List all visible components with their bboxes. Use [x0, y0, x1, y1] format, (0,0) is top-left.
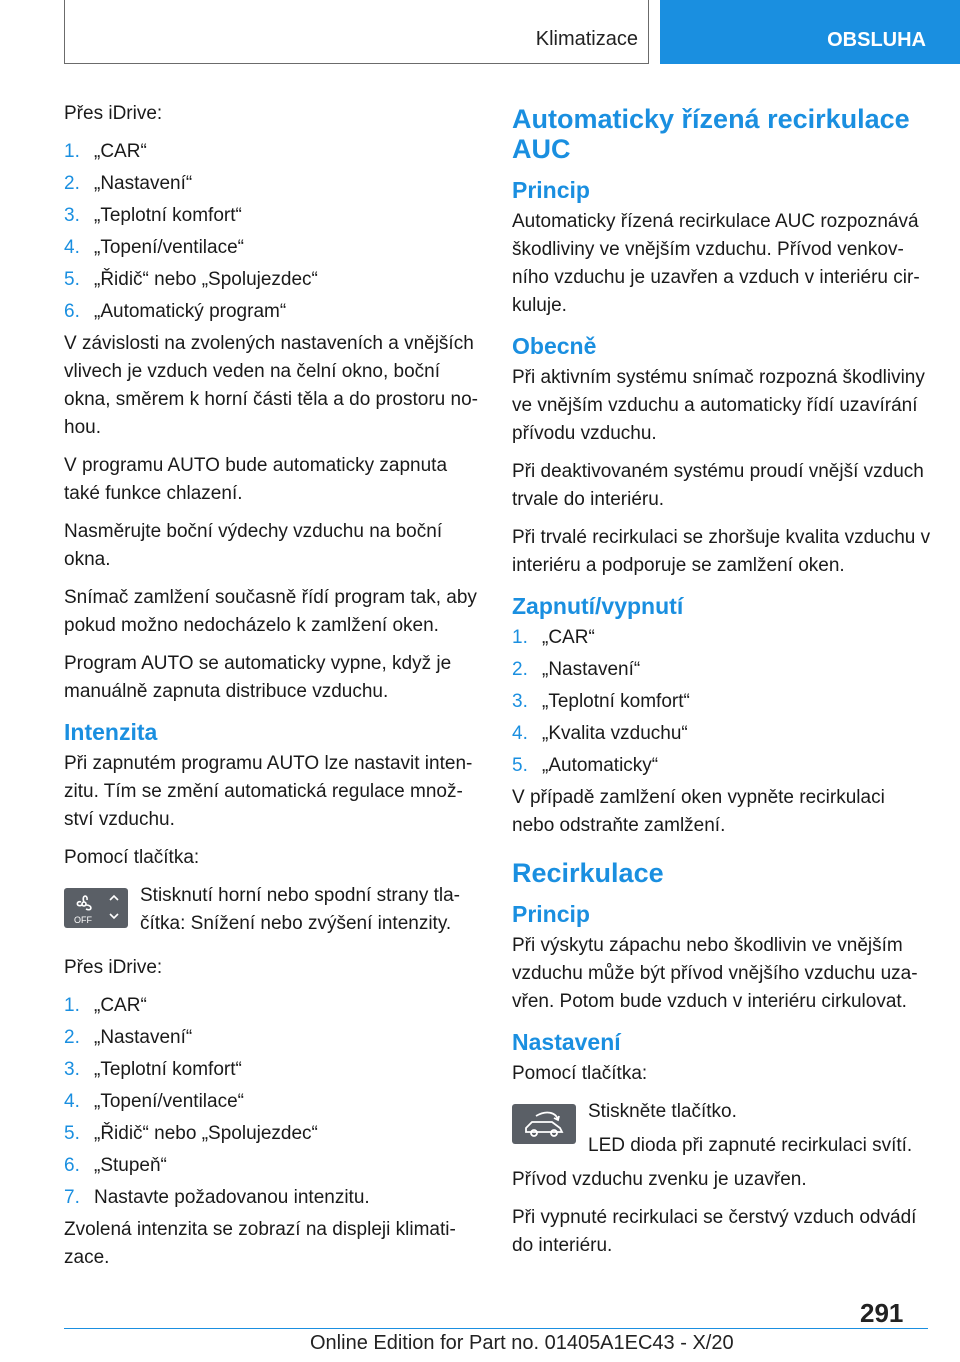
list-item-text: „Automaticky“	[542, 755, 659, 776]
paragraph: Pomocí tlačítka:	[512, 1063, 648, 1084]
chapter-title: OBSLUHA	[827, 29, 926, 51]
paragraph: Při vypnuté recirkulaci se čerstvý vzduch odvádí do interiéru.	[512, 1207, 917, 1256]
right-column	[512, 100, 932, 1270]
list-item	[512, 752, 932, 780]
steps-list-3	[512, 624, 932, 780]
list-item	[64, 1184, 484, 1212]
list-item-text: „Teplotní komfort“	[94, 1059, 242, 1080]
list-item	[64, 1088, 484, 1116]
left-column	[64, 100, 484, 1282]
list-item-text: „Nastavení“	[94, 173, 193, 194]
paragraph: Automaticky řízená recirkulace AUC rozpoznává škodliviny ve vnějším vzduchu. Přívod venkov-ního vzduchu je uzavřen a vzduch v interiéru cir-kuluje.	[512, 211, 920, 316]
paragraph: Snímač zamlžení současně řídí program tak, aby pokud možno nedocházelo k zamlžení oken.	[64, 587, 477, 636]
intro-text: Přes iDrive:	[64, 103, 163, 124]
list-item-text: „CAR“	[94, 995, 147, 1016]
footer-divider	[64, 1328, 928, 1329]
list-item-text: „Řidič“ nebo „Spolujezdec“	[94, 269, 318, 290]
fan-off-button-icon	[64, 888, 128, 928]
list-item-text: „Topení/ventilace“	[94, 237, 244, 258]
fan-button-description: Stisknutí horní nebo spodní strany tla-čítka: Snížení nebo zvýšení intenzity.	[140, 885, 461, 934]
paragraph: Při zapnutém programu AUTO lze nastavit inten-zitu. Tím se změní automatická regulace množ-ství vzduchu.	[64, 753, 473, 830]
recirc-button-text-1: Stiskněte tlačítko.	[588, 1101, 737, 1122]
list-item-text: „CAR“	[542, 627, 595, 648]
list-item-number: 3.	[64, 205, 80, 226]
list-item-number: 4.	[64, 237, 80, 258]
list-item	[512, 720, 932, 748]
paragraph: Pomocí tlačítka:	[64, 847, 200, 868]
list-item-number: 1.	[512, 627, 528, 648]
list-item	[64, 170, 484, 198]
list-item-number: 3.	[512, 691, 528, 712]
list-item	[64, 1024, 484, 1052]
list-item-number: 6.	[64, 1155, 80, 1176]
list-item	[64, 202, 484, 230]
list-item	[64, 1152, 484, 1180]
paragraph: Nasměrujte boční výdechy vzduchu na boční okna.	[64, 521, 443, 570]
steps-list-2	[64, 992, 484, 1212]
list-item	[64, 1056, 484, 1084]
list-item	[512, 624, 932, 652]
heading-recirkulace: Recirkulace	[512, 858, 664, 888]
paragraph: Při deaktivovaném systému proudí vnější vzduch trvale do interiéru.	[512, 461, 924, 510]
list-item-number: 1.	[64, 141, 80, 162]
paragraph: Při výskytu zápachu nebo škodlivin ve vnějším vzduchu může být přívod vnějšího vzduchu uza-vřen. Potom bude vzduch v interiéru cirkulovat.	[512, 935, 918, 1012]
list-item	[64, 992, 484, 1020]
list-item	[64, 1120, 484, 1148]
paragraph: Přívod vzduchu zvenku je uzavřen.	[512, 1169, 807, 1190]
heading-intenzita: Intenzita	[64, 719, 158, 745]
paragraph: V programu AUTO bude automaticky zapnuta také funkce chlazení.	[64, 455, 448, 504]
paragraph: V závislosti na zvolených nastaveních a vnějších vlivech je vzduch veden na čelní okno, boční okna, směrem k horní části těla a do prostoru no-hou.	[64, 333, 478, 438]
paragraph: Program AUTO se automaticky vypne, když je manuálně zapnuta distribuce vzduchu.	[64, 653, 452, 702]
list-item	[64, 298, 484, 326]
header-chapter-box	[660, 0, 960, 64]
list-item-text: „Nastavení“	[542, 659, 641, 680]
list-item-text: „Automatický program“	[94, 301, 287, 322]
paragraph: V případě zamlžení oken vypněte recirkulaci nebo odstraňte zamlžení.	[512, 787, 885, 836]
svg-text:OFF: OFF	[74, 915, 92, 925]
list-item-text: „Řidič“ nebo „Spolujezdec“	[94, 1123, 318, 1144]
heading-princip-2: Princip	[512, 901, 590, 927]
list-item-text: „Stupeň“	[94, 1155, 167, 1176]
list-item-text: „Teplotní komfort“	[94, 205, 242, 226]
recirculation-button-icon	[512, 1104, 576, 1144]
list-item	[512, 656, 932, 684]
list-item-text: „Topení/ventilace“	[94, 1091, 244, 1112]
list-item-text: „Teplotní komfort“	[542, 691, 690, 712]
list-item-number: 3.	[64, 1059, 80, 1080]
steps-list-1	[64, 138, 484, 326]
list-item-number: 2.	[64, 1027, 80, 1048]
paragraph: Při trvalé recirkulaci se zhoršuje kvalita vzduchu v interiéru a podporuje se zamlžení oken.	[512, 527, 931, 576]
section-title: Klimatizace	[535, 28, 638, 50]
paragraph: Při aktivním systému snímač rozpozná škodliviny ve vnějším vzduchu a automaticky řídí uzavírání přívodu vzduchu.	[512, 367, 925, 444]
list-item-number: 2.	[512, 659, 528, 680]
list-item-number: 5.	[512, 755, 528, 776]
list-item	[512, 688, 932, 716]
heading-zapnuti: Zapnutí/vypnutí	[512, 593, 684, 619]
recirc-button-row	[512, 1098, 932, 1166]
page-number: 291	[860, 1298, 904, 1328]
paragraph: Zvolená intenzita se zobrazí na displeji klimati-zace.	[64, 1219, 456, 1268]
list-item-number: 5.	[64, 1123, 80, 1144]
list-item-number: 1.	[64, 995, 80, 1016]
recirc-button-text-2: LED dioda při zapnuté recirkulaci svítí.	[588, 1135, 913, 1156]
list-item	[64, 266, 484, 294]
header-section-box	[64, 0, 649, 64]
list-item-text: „CAR“	[94, 141, 147, 162]
heading-princip: Princip	[512, 177, 590, 203]
intro-text: Přes iDrive:	[64, 957, 163, 978]
list-item-number: 5.	[64, 269, 80, 290]
list-item-number: 4.	[512, 723, 528, 744]
list-item-number: 6.	[64, 301, 80, 322]
list-item	[64, 234, 484, 262]
list-item-number: 2.	[64, 173, 80, 194]
heading-obecne: Obecně	[512, 333, 597, 359]
heading-nastaveni: Nastavení	[512, 1029, 621, 1055]
footer-edition: Online Edition for Part no. 01405A1EC43 - X/20	[310, 1332, 734, 1354]
list-item-number: 7.	[64, 1187, 80, 1208]
list-item-text: Nastavte požadovanou intenzitu.	[94, 1187, 370, 1208]
fan-button-row	[64, 882, 484, 944]
list-item-text: „Nastavení“	[94, 1027, 193, 1048]
list-item-number: 4.	[64, 1091, 80, 1112]
list-item-text: „Kvalita vzduchu“	[542, 723, 688, 744]
heading-auc: Automaticky řízená recirkulace AUC	[512, 104, 910, 164]
list-item	[64, 138, 484, 166]
